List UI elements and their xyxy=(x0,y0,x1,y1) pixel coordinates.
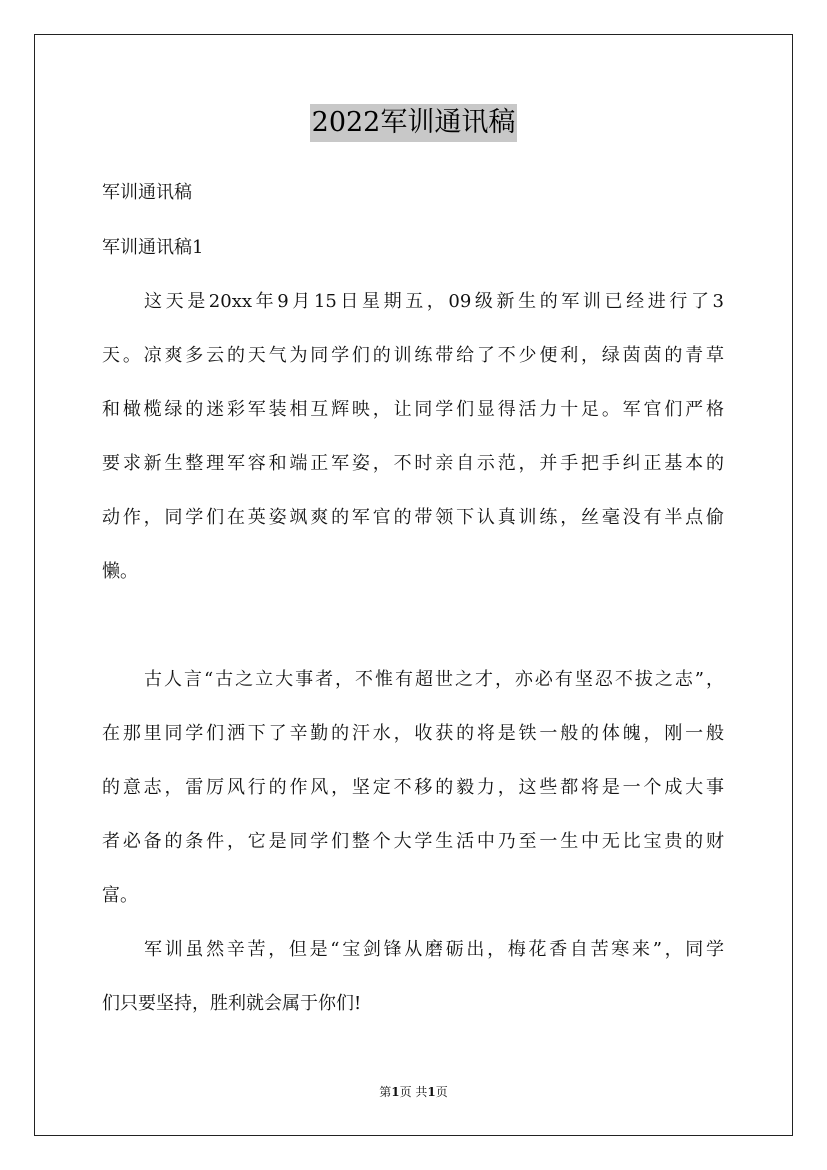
paragraph-2-line-5: 富。 xyxy=(102,885,138,906)
paragraph-1-line-1: 这天是20xx年9月15日星期五，09级新生的军训已经进行了3 xyxy=(144,291,724,312)
footer-page-number: 1 xyxy=(391,1085,400,1099)
paragraph-1-line-6: 懒。 xyxy=(102,561,138,582)
page-footer xyxy=(0,1084,827,1100)
paragraph-3-line-2: 们只要坚持，胜利就会属于你们! xyxy=(102,993,362,1014)
title-container xyxy=(0,104,827,142)
paragraph-2-line-4: 者必备的条件，它是同学们整个大学生活中乃至一生中无比宝贵的财 xyxy=(102,831,724,852)
footer-page-total: 1 xyxy=(427,1085,436,1099)
footer-page-suffix: 页 xyxy=(435,1085,448,1099)
paragraph-2-line-2: 在那里同学们洒下了辛勤的汗水，收获的将是铁一般的体魄，刚一般 xyxy=(102,723,724,744)
paragraph-1-line-4: 要求新生整理军容和端正军姿，不时亲自示范，并手把手纠正基本的 xyxy=(102,453,724,474)
footer-page-prefix: 第 xyxy=(379,1085,392,1099)
paragraph-1-line-2: 天。凉爽多云的天气为同学们的训练带给了不少便利，绿茵茵的青草 xyxy=(102,345,724,366)
paragraph-3-line-1: 军训虽然辛苦，但是“宝剑锋从磨砺出，梅花香自苦寒来”，同学 xyxy=(144,939,724,960)
document-subtitle: 军训通讯稿 xyxy=(102,182,192,203)
paragraph-1-line-5: 动作，同学们在英姿飒爽的军官的带领下认真训练，丝毫没有半点偷 xyxy=(102,507,724,528)
paragraph-2-line-3: 的意志，雷厉风行的作风，坚定不移的毅力，这些都将是一个成大事 xyxy=(102,777,724,798)
section-heading: 军训通讯稿1 xyxy=(102,237,204,258)
footer-page-middle: 页 共 xyxy=(399,1085,428,1099)
document-title: 2022军训通讯稿 xyxy=(310,104,518,142)
paragraph-1-line-3: 和橄榄绿的迷彩军装相互辉映，让同学们显得活力十足。军官们严格 xyxy=(102,399,724,420)
paragraph-2-line-1: 古人言“古之立大事者，不惟有超世之才，亦必有坚忍不拔之志”， xyxy=(144,669,724,690)
